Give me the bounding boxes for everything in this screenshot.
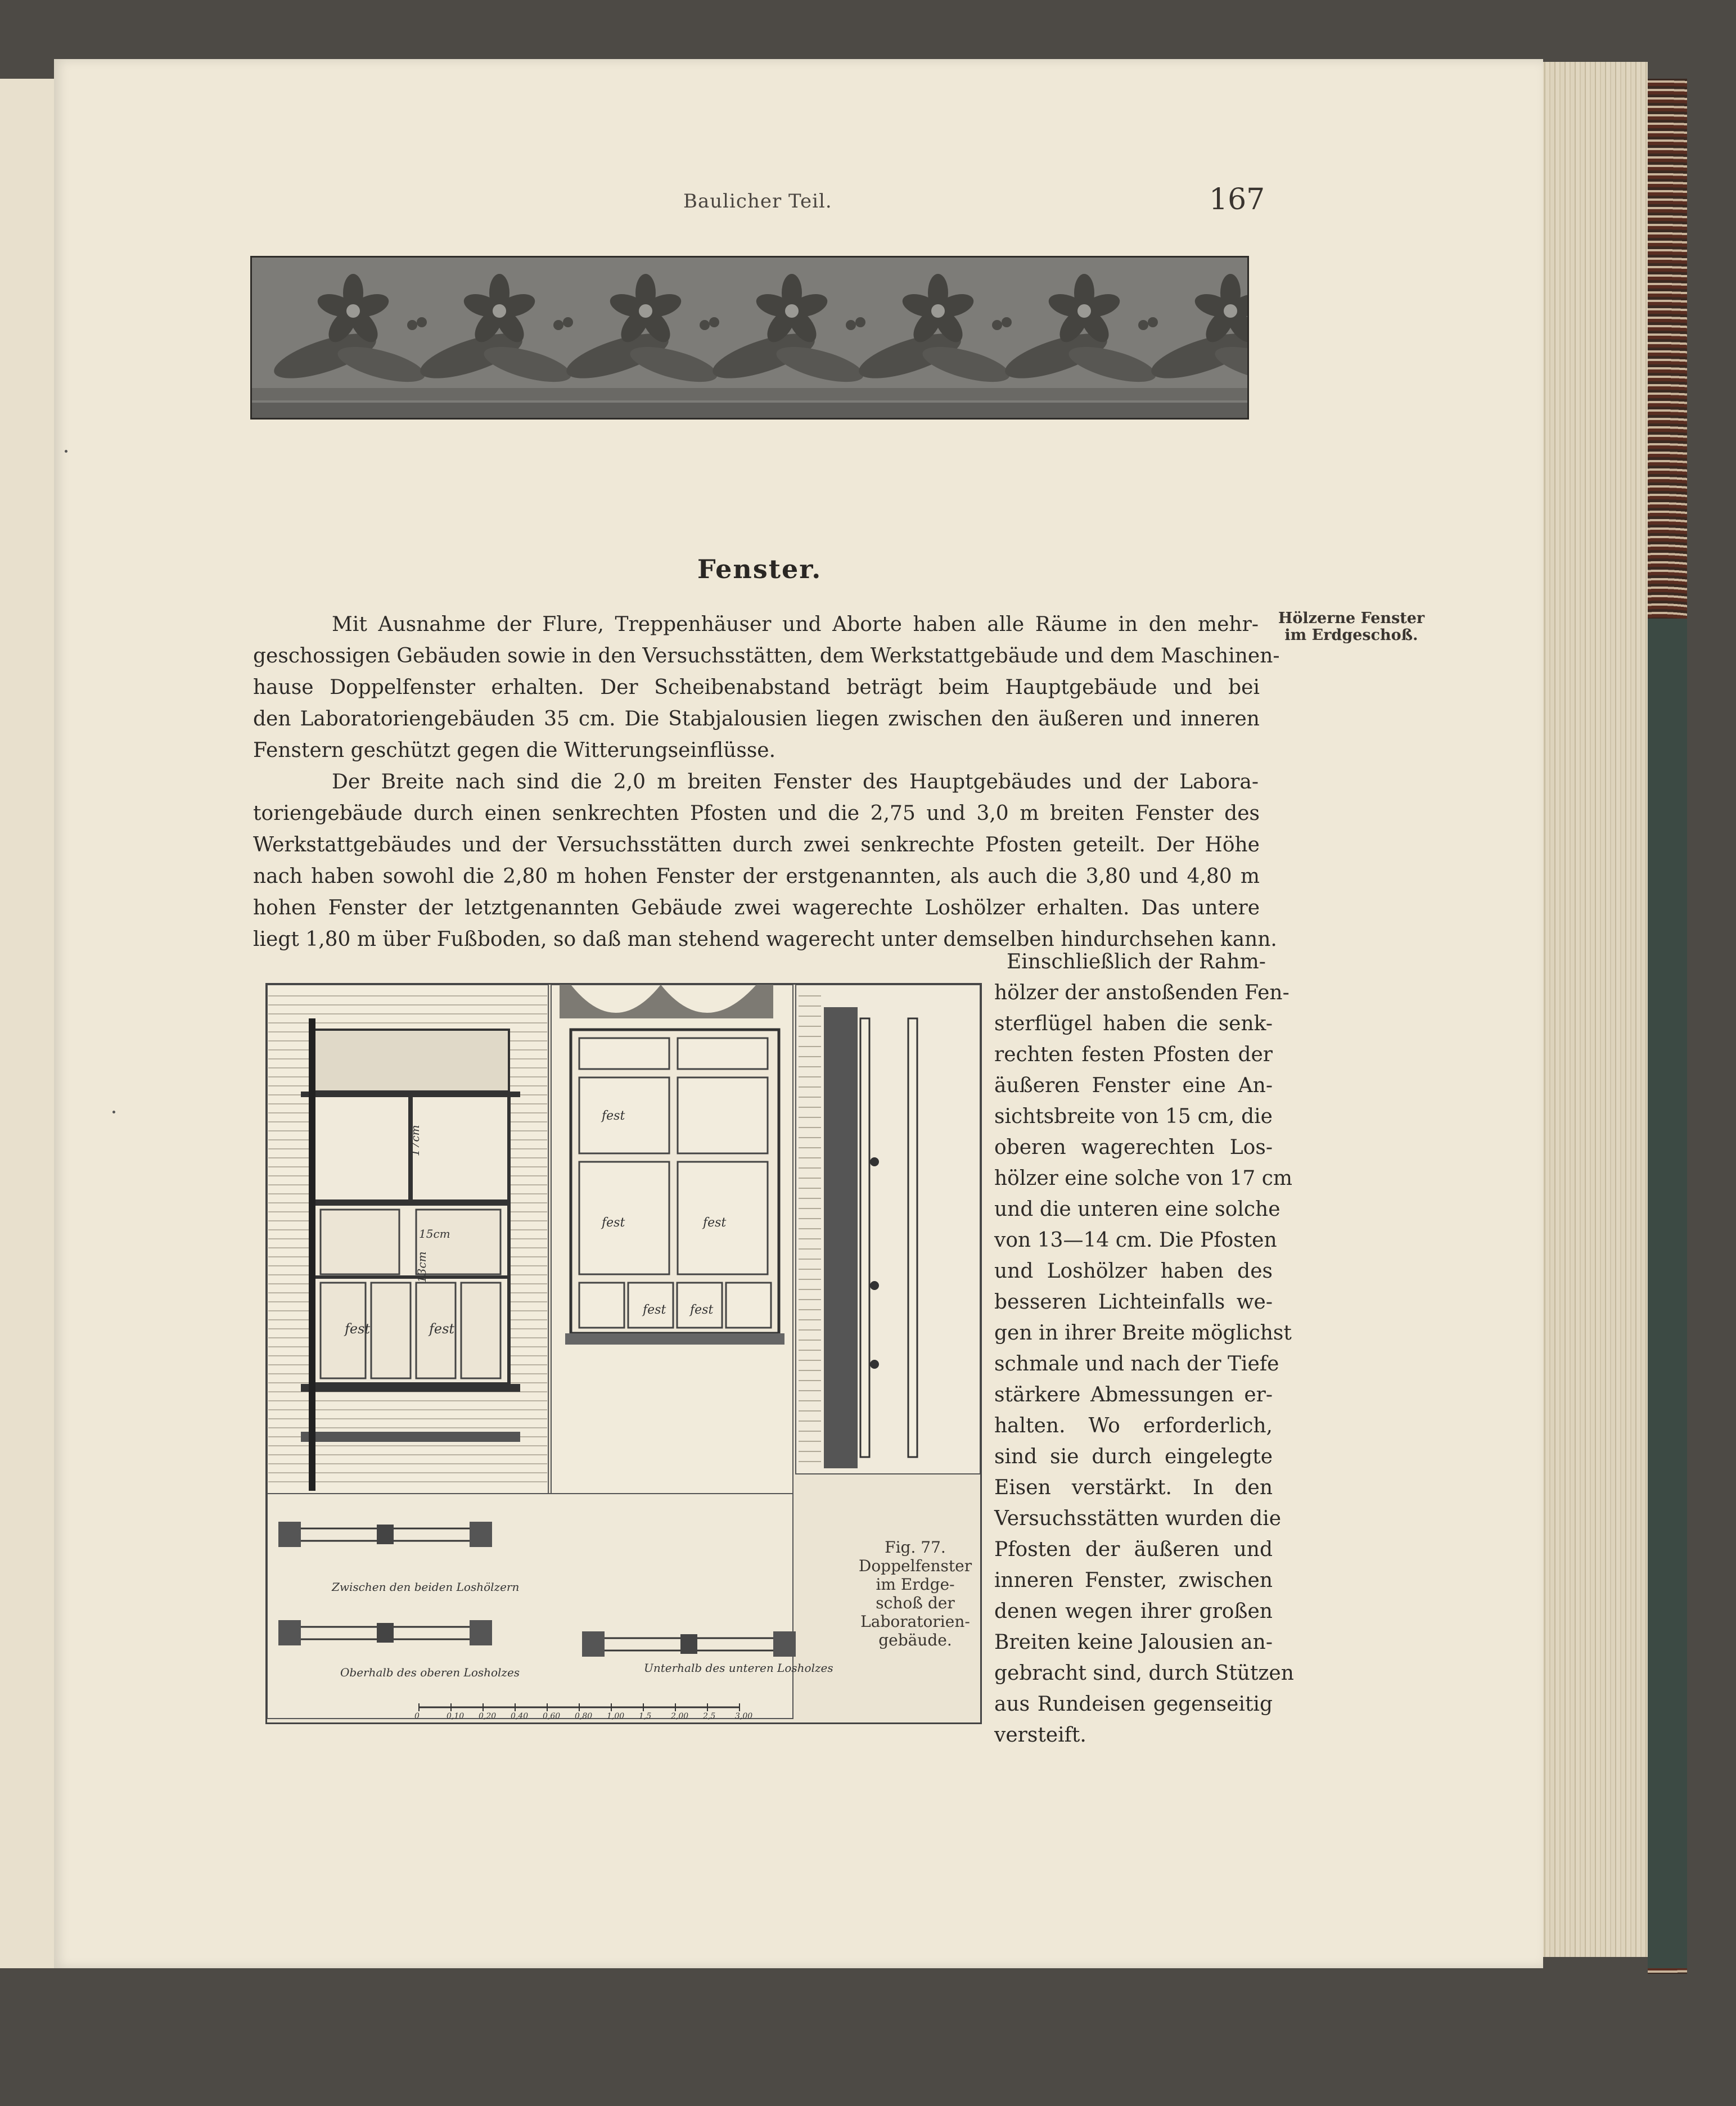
label-fest-1: fest (345, 1321, 371, 1337)
column-line: hölzer eine solche von 17 cm (994, 1167, 1292, 1190)
page-number: 167 (1209, 183, 1265, 217)
exterior-elevation (267, 985, 548, 1494)
text-line: hohen Fenster der letztgenannten Gebäude zwei wagerechte Loshölzer erhalten. Das untere (253, 896, 1260, 919)
column-line: und die unteren eine solche (994, 1198, 1280, 1221)
text-line: den Laboratoriengebäuden 35 cm. Die Stabjalousien liegen zwischen den äußeren und inneren (253, 707, 1260, 730)
scale-tick-label: 0,40 (511, 1712, 529, 1721)
column-line: oberen wagerechten Los- (994, 1136, 1273, 1159)
figure-caption (855, 1538, 976, 1649)
caption-line: schoß der (876, 1594, 955, 1612)
label-fest-5: fest (703, 1216, 727, 1230)
scale-tick-label: 1,00 (607, 1712, 625, 1721)
label-15cm: 15cm (419, 1227, 450, 1241)
scale-tick-label: 2,5 (703, 1712, 716, 1721)
margin-note-line-1: Hölzerne Fenster (1278, 610, 1425, 627)
margin-note-line-2: im Erdgeschoß. (1284, 626, 1418, 644)
caption-line: Fig. 77. (885, 1538, 946, 1557)
column-line: Breiten keine Jalousien an- (994, 1631, 1273, 1654)
column-line: Versuchsstätten wurden die (994, 1507, 1282, 1530)
label-fest-2: fest (429, 1321, 455, 1337)
text-line: liegt 1,80 m über Fußboden, so daß man stehend wagerecht unter demselben hindurchsehen kann. (253, 928, 1277, 951)
section-heading: Fenster. (697, 554, 822, 584)
interior-elevation (551, 985, 793, 1494)
column-line: und Loshölzer haben des (994, 1260, 1273, 1283)
scale-tick-label: 3,00 (735, 1712, 753, 1721)
horizontal-sections (267, 1494, 833, 1721)
scale-tick-label: 0,80 (575, 1712, 593, 1721)
column-line: Eisen verstärkt. In den (994, 1476, 1273, 1499)
label-fest-6: fest (643, 1303, 666, 1317)
caption-line: gebäude. (878, 1631, 952, 1649)
column-line: versteift. (994, 1724, 1086, 1747)
left-page-edge (0, 79, 57, 1968)
caption-line: Laboratorien- (860, 1612, 970, 1631)
ornamental-frieze (250, 256, 1249, 420)
column-line: gebracht sind, durch Stützen (994, 1662, 1294, 1685)
text-line: Der Breite nach sind die 2,0 m breiten Fenster des Hauptgebäudes und der Labora- (332, 770, 1259, 793)
text-line: Fenstern geschützt gegen die Witterungseinflüsse. (253, 739, 776, 762)
text-line: geschossigen Gebäuden sowie in den Versuchsstätten, dem Werkstattgebäude und dem Maschinen- (253, 644, 1280, 668)
text-line: hause Doppelfenster erhalten. Der Scheibenabstand beträgt beim Hauptgebäude und bei (253, 676, 1260, 699)
speck (65, 450, 67, 453)
column-line: Pfosten der äußeren und (994, 1538, 1273, 1561)
scale-tick-label: 0,60 (543, 1712, 561, 1721)
label-fest-3: fest (602, 1109, 625, 1123)
text-line: toriengebäude durch einen senkrechten Pfosten und die 2,75 und 3,0 m breiten Fenster des (253, 802, 1260, 825)
column-line: sterflügel haben die senk- (994, 1012, 1273, 1035)
scale-tick-label: 0 (414, 1712, 420, 1721)
column-line: denen wegen ihrer großen (994, 1600, 1273, 1623)
label-fest-7: fest (690, 1303, 714, 1317)
caption-line: im Erdge- (876, 1575, 955, 1594)
caption-line: Doppelfenster (858, 1557, 972, 1575)
label-17cm: 17cm (408, 1125, 422, 1156)
column-line: Einschließlich der Rahm- (1007, 950, 1266, 973)
scale-tick-label: 2,00 (671, 1712, 689, 1721)
section-label-a: Zwischen den beiden Loshölzern (332, 1580, 520, 1594)
text-line: nach haben sowohl die 2,80 m hohen Fenster der erstgenannten, als auch die 3,80 und 4,80 m (253, 865, 1260, 888)
running-title: Baulicher Teil. (683, 190, 832, 213)
margin-note (1267, 610, 1436, 644)
scale-tick-label: 1,5 (639, 1712, 652, 1721)
column-line: äußeren Fenster eine An- (994, 1074, 1273, 1097)
text-line: Mit Ausnahme der Flure, Treppenhäuser und Aborte haben alle Räume in den mehr- (332, 613, 1259, 636)
column-line: gen in ihrer Breite möglichst (994, 1322, 1292, 1345)
column-line: rechten festen Pfosten der (994, 1043, 1273, 1066)
column-line: inneren Fenster, zwischen (994, 1569, 1273, 1592)
column-line: aus Rundeisen gegenseitig (994, 1693, 1273, 1716)
book-page-edges (1535, 62, 1648, 1957)
column-line: halten. Wo erforderlich, (994, 1414, 1273, 1437)
book-cover-cloth (1648, 619, 1687, 1968)
column-line: sind sie durch eingelegte (994, 1445, 1273, 1468)
frieze-graphic (252, 258, 1247, 418)
column-line: von 13—14 cm. Die Pfosten (994, 1229, 1277, 1252)
label-13cm: 13cm (415, 1251, 429, 1283)
column-line: stärkere Abmessungen er- (994, 1383, 1273, 1406)
column-line: hölzer der anstoßenden Fen- (994, 981, 1289, 1004)
section-label-b: Oberhalb des oberen Losholzes (340, 1666, 520, 1679)
column-line: sichtsbreite von 15 cm, die (994, 1105, 1273, 1128)
text-line: Werkstattgebäudes und der Versuchsstätten durch zwei senkrechte Pfosten geteilt. Der Höhe (253, 833, 1260, 856)
scale-tick-label: 0,10 (447, 1712, 465, 1721)
scale-tick-label: 0,20 (479, 1712, 497, 1721)
vertical-section (796, 985, 980, 1474)
label-fest-4: fest (602, 1216, 625, 1230)
column-line: besseren Lichteinfalls we- (994, 1291, 1273, 1314)
section-label-c: Unterhalb des unteren Losholzes (644, 1661, 833, 1675)
column-line: schmale und nach der Tiefe (994, 1352, 1279, 1376)
speck (112, 1111, 115, 1113)
